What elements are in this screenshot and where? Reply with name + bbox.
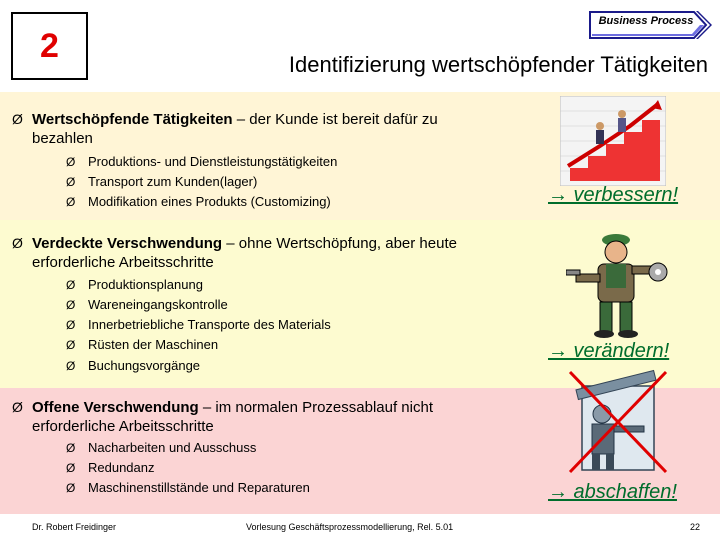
- footer-page-number: 22: [690, 522, 701, 532]
- list-item-label: Transport zum Kunden(lager): [88, 174, 258, 189]
- bullet-arrow-icon: Ø: [66, 461, 76, 475]
- section-heading-bold: Verdeckte Verschwendung: [32, 235, 223, 252]
- list-item: [66, 172, 258, 192]
- right-arrow-icon: →: [548, 340, 568, 362]
- bullet-arrow-icon: Ø: [12, 399, 23, 415]
- section-heading-bold: Offene Verschwendung: [32, 399, 199, 416]
- bullet-arrow-icon: Ø: [66, 195, 76, 209]
- bullet-arrow-icon: Ø: [12, 111, 23, 127]
- action-improve: [548, 184, 678, 207]
- slide-number-box: [11, 12, 88, 80]
- list-item-label: Maschinenstillstände und Reparaturen: [88, 480, 310, 495]
- right-arrow-icon: →: [548, 481, 568, 503]
- list-item: [66, 275, 203, 295]
- list-item: [66, 152, 338, 172]
- footer-course: Vorlesung Geschäftsprozessmodellierung, Rel. 5.01: [246, 522, 454, 532]
- list-item: [66, 438, 257, 458]
- slide-number: 2: [40, 26, 59, 65]
- list-item-label: Produktionsplanung: [88, 277, 203, 292]
- list-item-label: Nacharbeiten und Ausschuss: [88, 440, 257, 455]
- mechanic-icon: [566, 226, 676, 338]
- bullet-arrow-icon: Ø: [66, 155, 76, 169]
- action-change: [548, 340, 669, 363]
- list-item-label: Produktions- und Dienstleistungstätigkeiten: [88, 154, 338, 169]
- list-item: [66, 478, 310, 498]
- list-item: [66, 295, 228, 315]
- list-item-label: Innerbetriebliche Transporte des Materials: [88, 317, 331, 332]
- action-label: verbessern!: [568, 184, 679, 206]
- footer-author: Dr. Robert Freidinger: [32, 522, 117, 532]
- list-item: [66, 458, 155, 478]
- list-item-label: Rüsten der Maschinen: [88, 337, 219, 352]
- page-title: Identifizierung wertschöpfender Tätigkeiten: [288, 52, 708, 77]
- bullet-arrow-icon: Ø: [66, 359, 76, 373]
- business-process-logo: [588, 8, 712, 42]
- list-item: [66, 192, 331, 212]
- bullet-arrow-icon: Ø: [66, 298, 76, 312]
- action-label: abschaffen!: [568, 481, 677, 503]
- section-heading-rest: – im normalen Prozessablauf nicht erforderliche Arbeitsschritte: [32, 399, 433, 435]
- stairs-climbers-icon: [560, 96, 666, 186]
- section-heading: [12, 110, 502, 148]
- action-eliminate: [548, 481, 677, 504]
- list-item: [66, 335, 219, 355]
- list-item: [66, 315, 331, 335]
- list-item-label: Wareneingangskontrolle: [88, 297, 228, 312]
- list-item-label: Modifikation eines Produkts (Customizing): [88, 194, 331, 209]
- section-heading: [12, 234, 502, 272]
- section-heading-bold: Wertschöpfende Tätigkeiten: [32, 111, 233, 128]
- list-item: [66, 356, 201, 376]
- bullet-arrow-icon: Ø: [66, 318, 76, 332]
- bullet-arrow-icon: Ø: [66, 441, 76, 455]
- list-item-label: Buchungsvorgänge: [88, 358, 201, 373]
- section-heading-rest: – der Kunde ist bereit dafür zu bezahlen: [32, 111, 438, 147]
- bullet-arrow-icon: Ø: [66, 481, 76, 495]
- crossed-worker-icon: [566, 368, 670, 476]
- bullet-arrow-icon: Ø: [66, 175, 76, 189]
- list-item-label: Redundanz: [88, 460, 155, 475]
- bullet-arrow-icon: Ø: [12, 235, 23, 251]
- bullet-arrow-icon: Ø: [66, 338, 76, 352]
- logo-text: Business Process: [598, 15, 694, 27]
- bullet-arrow-icon: Ø: [66, 278, 76, 292]
- section-heading: [12, 398, 502, 436]
- section-heading-rest: – ohne Wertschöpfung, aber heute erforderliche Arbeitsschritte: [32, 235, 457, 271]
- right-arrow-icon: →: [548, 184, 568, 206]
- action-label: verändern!: [568, 340, 670, 362]
